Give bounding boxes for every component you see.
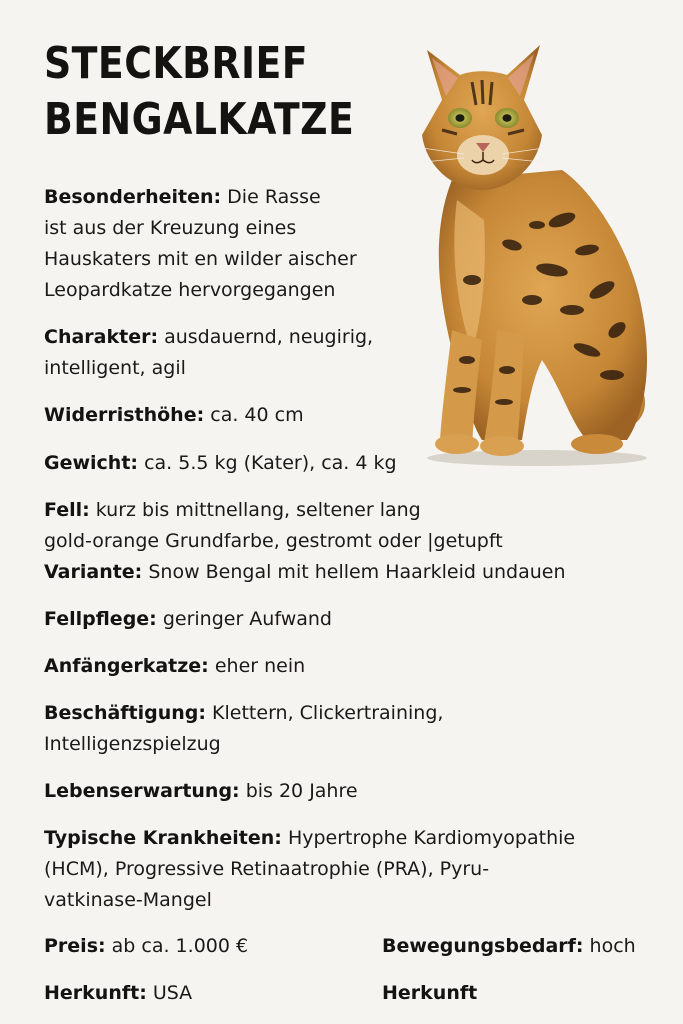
value-besonderheiten-2: ist aus der Kreuzung eines [44,217,297,239]
value-krankheiten-3: vatkinase-Mangel [44,889,212,911]
value-krankheiten-2: (HCM), Progressive Retinaatrophie (PRA), Pyru- [44,858,490,880]
value-fell-1: kurz bis mittnellang, seltener lang [89,499,421,521]
entry-beschaeftigung [44,698,443,760]
entry-besonderheiten [44,182,357,306]
entry-lebenserwartung [44,776,358,807]
entry-preis [44,931,248,962]
value-besonderheiten-4: Leopardkatze hervorgegangen [44,279,336,301]
value-gewicht: ca. 5.5 kg (Kater), ca. 4 kg [138,452,397,474]
entry-charakter [44,322,373,384]
value-krankheiten-1: Hypertrophe Kardiomyopathie [281,827,576,849]
value-variante: Snow Bengal mit hellem Haarkleid undauen [142,561,566,583]
label-variante: Variante: [44,561,143,583]
value-besonderheiten-3: Hauskaters mit en wilder aischer [44,248,357,270]
value-fellpflege: geringer Aufwand [156,608,332,630]
label-besonderheiten: Besonderheiten: [44,186,222,208]
page-title [44,36,405,148]
label-lebenserwartung: Lebenserwartung: [44,780,240,802]
entry-bewegungsbedarf [382,931,636,962]
label-herkunft: Herkunft: [44,982,147,1004]
value-fell-2: gold-orange Grundfarbe, gestromt oder |getupft [44,530,503,552]
value-charakter-2: intelligent, agil [44,357,186,379]
label-beschaeftigung: Beschäftigung: [44,702,207,724]
value-besonderheiten-1: Die Rasse [221,186,321,208]
label-herkunft-2: Herkunft [382,982,478,1004]
value-lebenserwartung: bis 20 Jahre [239,780,358,802]
bengal-cat-image [412,30,662,470]
value-bewegungsbedarf: hoch [583,935,636,957]
entry-widerristhoehe [44,400,304,431]
value-beschaeftigung-1: Klettern, Clickertraining, [206,702,444,724]
label-gewicht: Gewicht: [44,452,139,474]
label-charakter: Charakter: [44,326,159,348]
title-line-1: STECKBRIEF [44,38,309,89]
entry-herkunft [44,978,192,1009]
label-preis: Preis: [44,935,106,957]
entry-variante [44,557,566,588]
entry-krankheiten [44,823,575,916]
value-beschaeftigung-2: Intelligenzspielzug [44,733,221,755]
title-line-2: BENGALKATZE [44,94,355,145]
entry-anfaengerkatze [44,651,305,682]
label-fellpflege: Fellpflege: [44,608,157,630]
value-charakter-1: ausdauernd, neugirig, [158,326,374,348]
label-fell: Fell: [44,499,90,521]
value-anfaengerkatze: eher nein [208,655,306,677]
entry-fellpflege [44,604,332,635]
value-preis: ab ca. 1.000 € [105,935,249,957]
label-anfaengerkatze: Anfängerkatze: [44,655,209,677]
entry-fell [44,495,503,557]
entry-gewicht [44,448,397,479]
label-widerristhoehe: Widerristhöhe: [44,404,205,426]
entry-herkunft-2 [382,978,477,1009]
value-widerristhoehe: ca. 40 cm [204,404,304,426]
value-herkunft: USA [146,982,193,1004]
label-bewegungsbedarf: Bewegungsbedarf: [382,935,584,957]
label-krankheiten: Typische Krankheiten: [44,827,282,849]
